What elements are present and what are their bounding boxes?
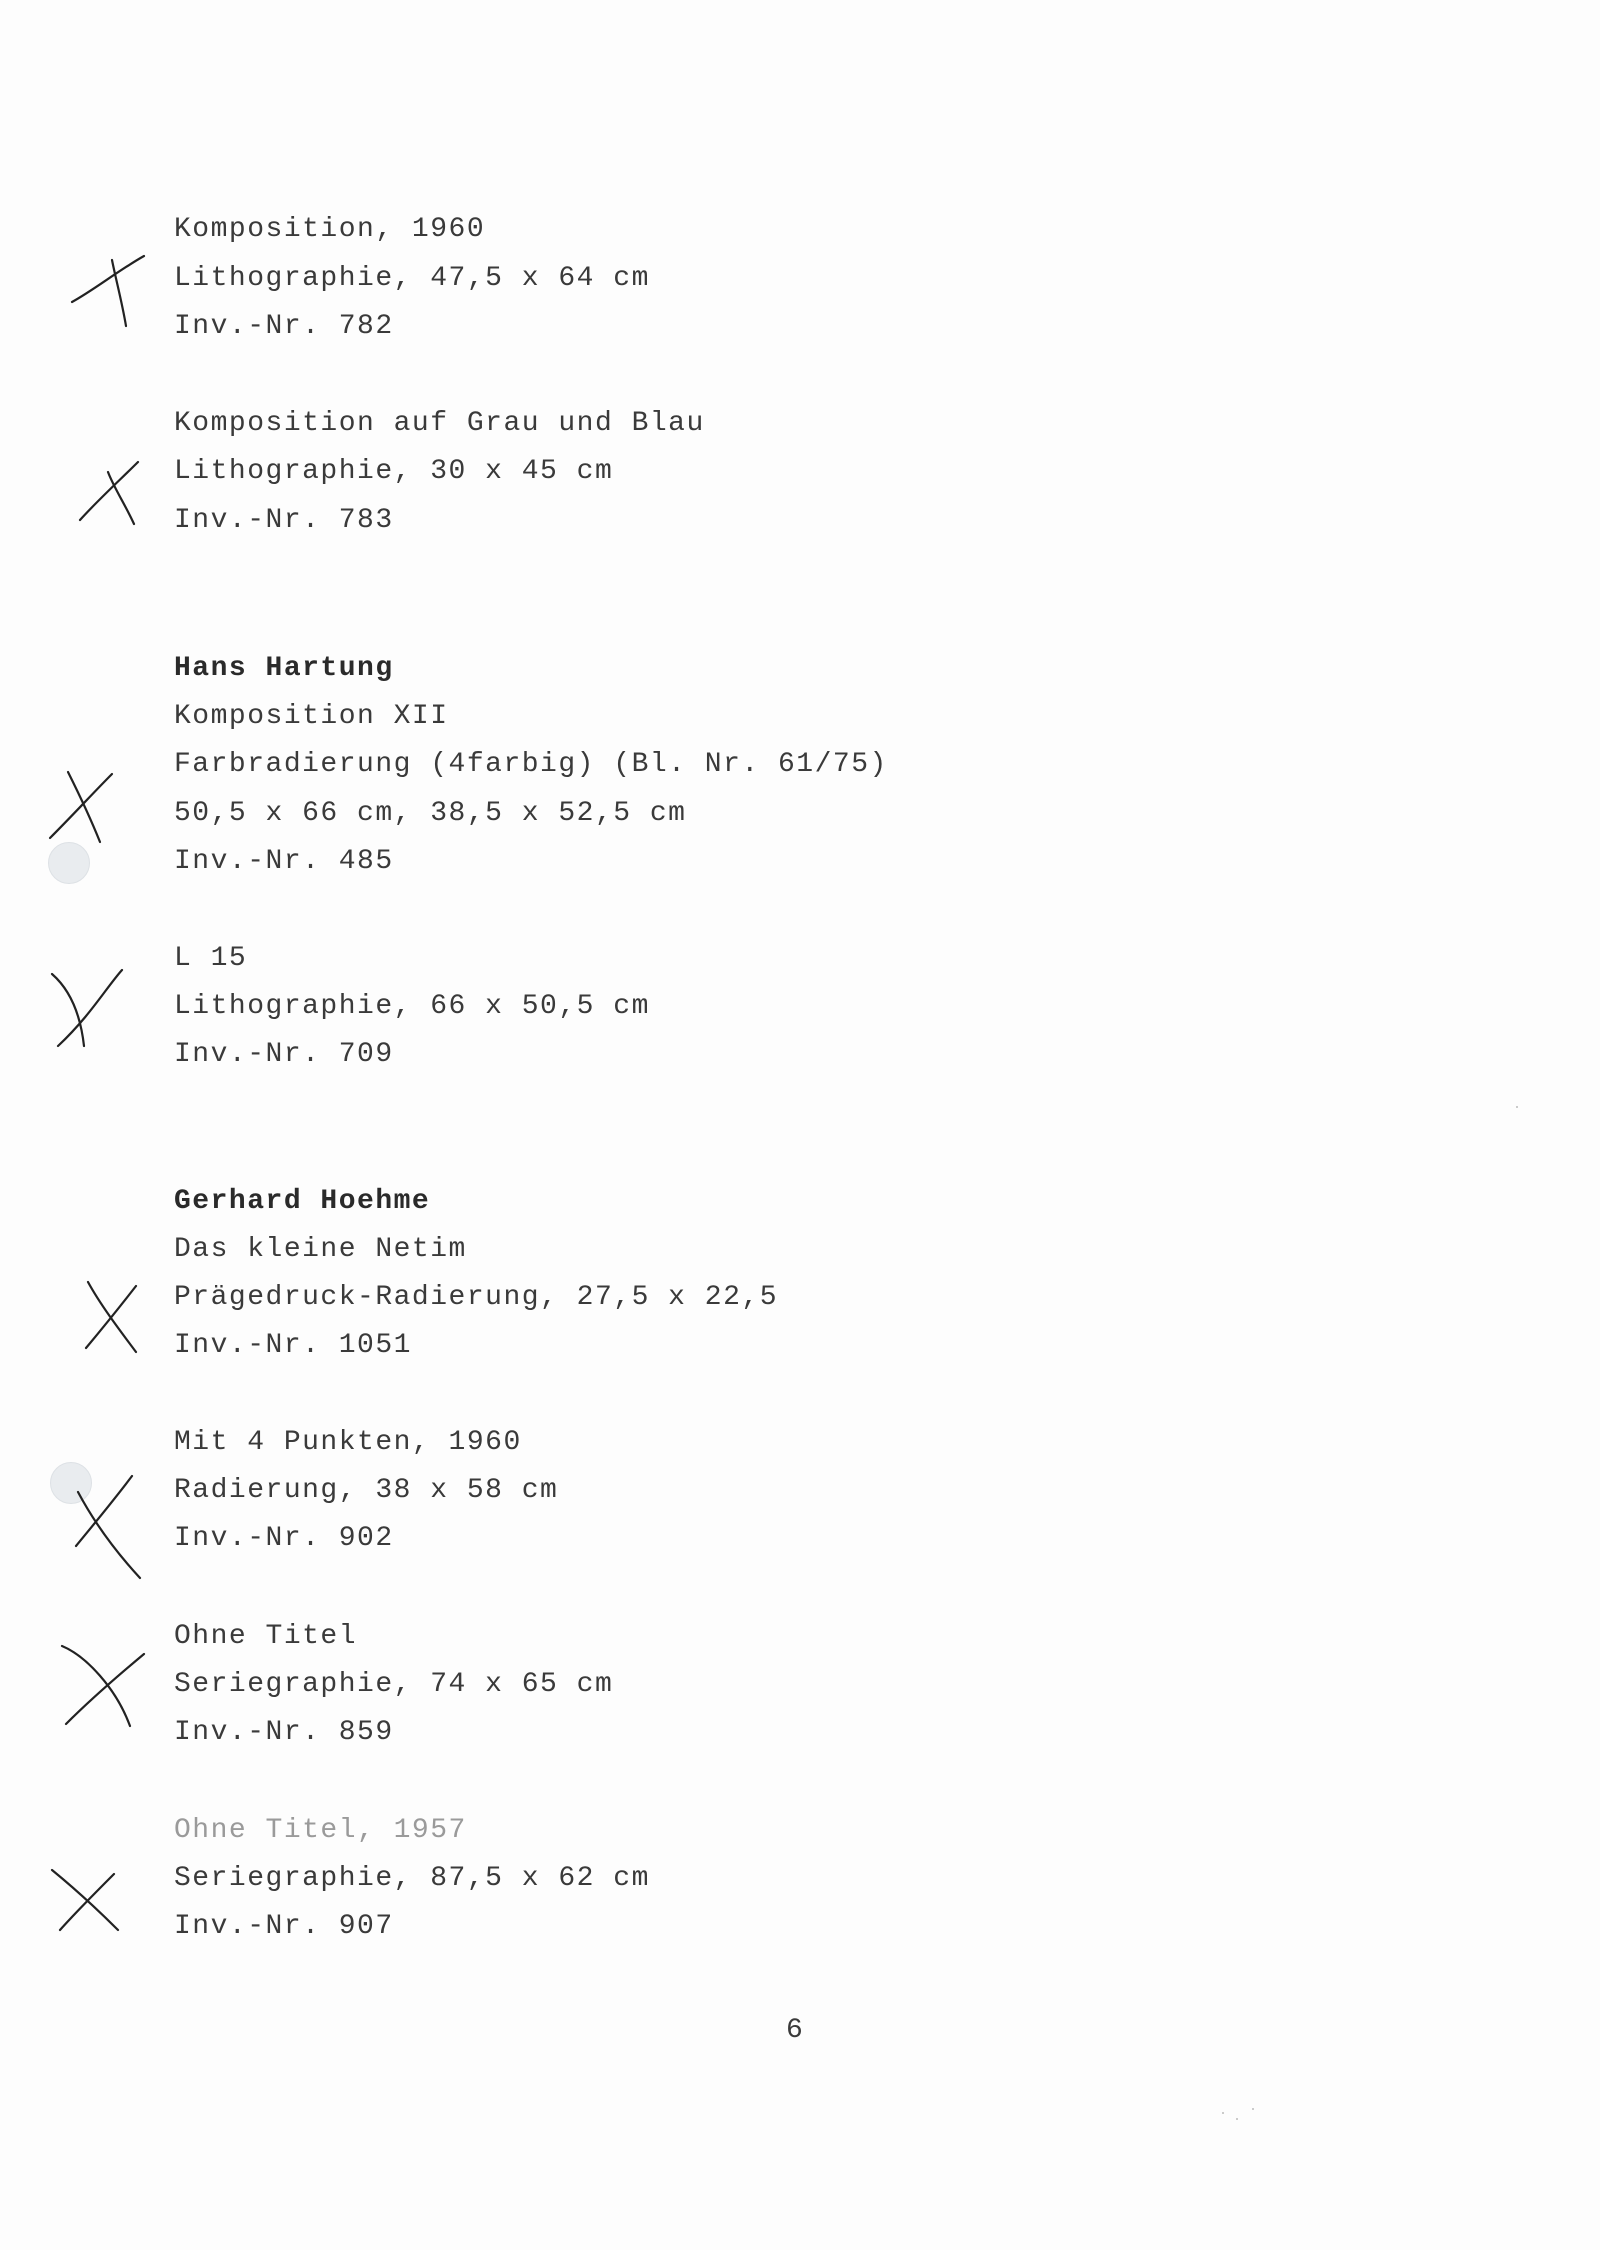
handwritten-x-mark [70, 1472, 150, 1582]
entry-technique: Radierung, 38 x 58 cm [174, 1475, 559, 1506]
handwritten-x-mark [64, 250, 154, 340]
entry-title: Komposition auf Grau und Blau [174, 408, 705, 439]
scan-speck [1252, 2108, 1254, 2110]
entry-title: Mit 4 Punkten, 1960 [174, 1427, 522, 1458]
entry-title: Komposition, 1960 [174, 214, 486, 245]
entry-inventory-number: Inv.-Nr. 902 [174, 1523, 394, 1554]
handwritten-x-mark [70, 450, 150, 530]
entry-technique: Seriegraphie, 87,5 x 62 cm [174, 1863, 650, 1894]
scan-speck [1222, 2112, 1224, 2114]
entry-inventory-number: Inv.-Nr. 782 [174, 311, 394, 342]
handwritten-x-mark [48, 1860, 128, 1940]
handwritten-x-mark [44, 762, 124, 852]
artist-name: Gerhard Hoehme [174, 1186, 431, 1217]
entry-title: Ohne Titel, 1957 [174, 1815, 467, 1846]
page-number: 6 [786, 2015, 803, 2046]
entry-inventory-number: Inv.-Nr. 1051 [174, 1330, 412, 1361]
entry-technique: Seriegraphie, 74 x 65 cm [174, 1669, 614, 1700]
entry-technique: Lithographie, 66 x 50,5 cm [174, 991, 650, 1022]
entry-dimensions: 50,5 x 66 cm, 38,5 x 52,5 cm [174, 798, 687, 829]
entry-technique: Farbradierung (4farbig) (Bl. Nr. 61/75) [174, 749, 888, 780]
entry-inventory-number: Inv.-Nr. 485 [174, 846, 394, 877]
entry-technique: Lithographie, 30 x 45 cm [174, 456, 614, 487]
entry-technique: Lithographie, 47,5 x 64 cm [174, 263, 650, 294]
handwritten-x-mark [78, 1276, 148, 1356]
entry-inventory-number: Inv.-Nr. 907 [174, 1911, 394, 1942]
scan-speck [1516, 1106, 1518, 1108]
round-sticker [48, 842, 90, 884]
artist-name: Hans Hartung [174, 653, 394, 684]
entry-title: Komposition XII [174, 701, 449, 732]
entry-inventory-number: Inv.-Nr. 859 [174, 1717, 394, 1748]
handwritten-x-mark [46, 958, 126, 1054]
entry-inventory-number: Inv.-Nr. 709 [174, 1039, 394, 1070]
entry-title: L 15 [174, 943, 248, 974]
entry-title: Das kleine Netim [174, 1234, 467, 1265]
entry-technique: Prägedruck-Radierung, 27,5 x 22,5 [174, 1282, 778, 1313]
handwritten-x-mark [56, 1640, 156, 1730]
entry-title: Ohne Titel [174, 1621, 358, 1652]
scan-speck [1236, 2118, 1238, 2120]
entry-inventory-number: Inv.-Nr. 783 [174, 505, 394, 536]
